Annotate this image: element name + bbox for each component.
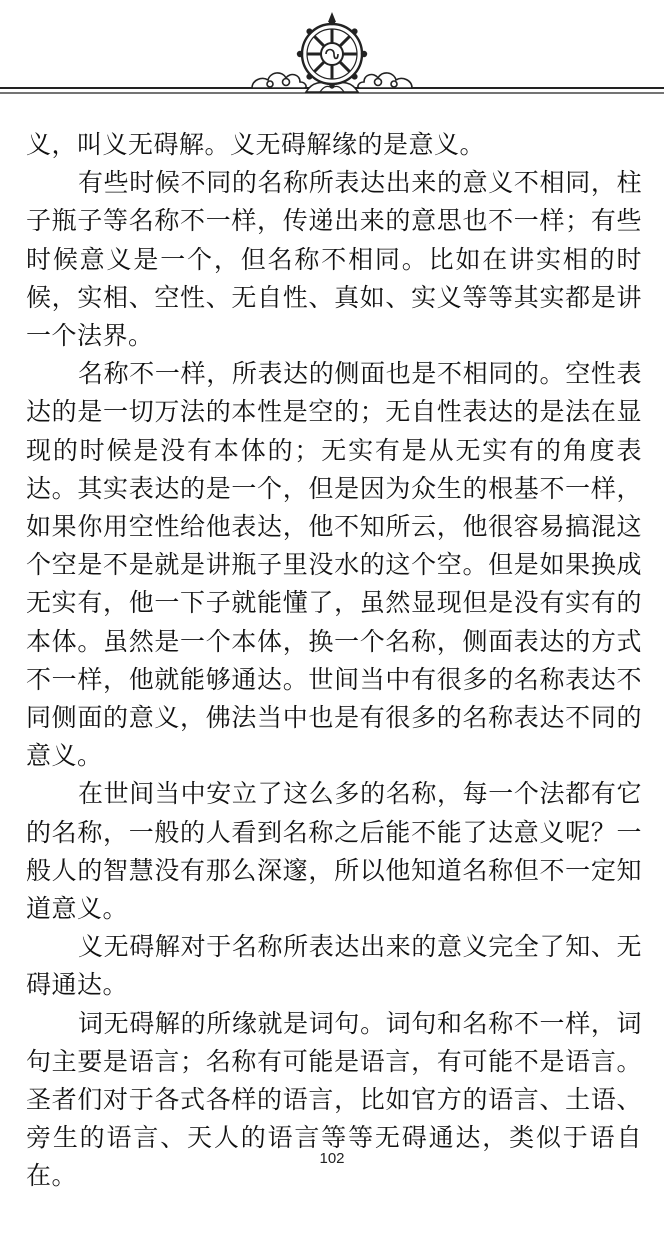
page-number: 102: [319, 1150, 345, 1167]
paragraph: 有些时候不同的名称所表达出来的意义不相同，柱子瓶子等名称不一样，传递出来的意思也不一样；有些时候意义是一个，但名称不相同。比如在讲实相的时候，实相、空性、无自性、真如、实义等等其实都是讲一个法界。: [26, 168, 642, 351]
paragraph: 名称不一样，所表达的侧面也是不相同的。空性表达的是一切万法的本性是空的；无自性表达的是法在显现的时候是没有本体的；无实有是从无实有的角度表达。其实表达的是一个，但是因为众生的根基不一样，如果你用空性给他表达，他不知所云，他很容易搞混这个空是不是就是讲瓶子里没水的这个空。但是如果换成无实有，他一下子就能懂了，虽然显现但是没有实有的本体。虽然是一个本体，换一个名称，侧面表达的方式不一样，他就能够通达。世间当中有很多的名称表达不同侧面的意义，佛法当中也是有很多的名称表达不同的意义。: [26, 359, 642, 771]
paragraph: 义，叫义无碍解。义无碍解缘的是意义。: [26, 130, 486, 159]
paragraph: 在世间当中安立了这么多的名称，每一个法都有它的名称，一般的人看到名称之后能不能了达意义呢？一般人的智慧没有那么深邃，所以他知道名称但不一定知道意义。: [26, 779, 642, 924]
paragraph: 义无碍解对于名称所表达出来的意义完全了知、无碍通达。: [26, 932, 642, 1000]
body-text: [26, 126, 642, 1196]
cloud-scroll-right-icon: [358, 73, 412, 88]
paragraph: 词无碍解的所缘就是词句。词句和名称不一样，词句主要是语言；名称有可能是语言，有可能不是语言。圣者们对于各式各样的语言，比如官方的语言、土语、旁生的语言、天人的语言等等无碍通达，类似于语自在。: [26, 1008, 642, 1191]
page-header: [0, 0, 664, 112]
dharma-wheel-icon: [297, 12, 367, 92]
header-ornament: [0, 0, 664, 112]
cloud-scroll-left-icon: [252, 73, 306, 88]
